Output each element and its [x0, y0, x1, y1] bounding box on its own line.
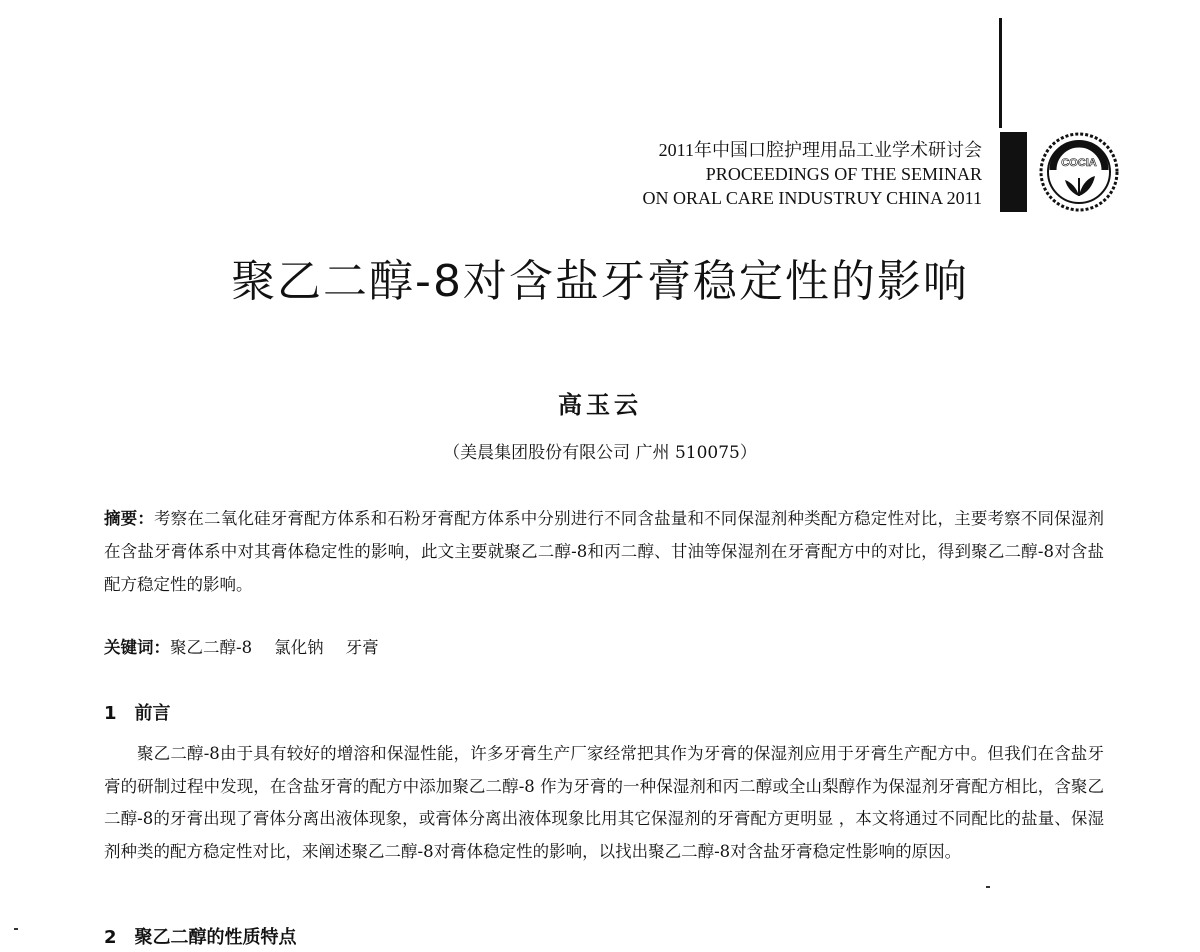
keywords — [104, 634, 1104, 662]
section-title: 前言 — [134, 703, 171, 724]
paper-title: 聚乙二醇-8对含盐牙膏稳定性的影响 — [231, 256, 969, 307]
keyword-item: 牙膏 — [345, 638, 379, 657]
paper-affiliation: （美晨集团股份有限公司 广州 510075） — [443, 443, 757, 463]
section-title: 聚乙二醇的性质特点 — [134, 927, 297, 948]
scan-speck — [986, 886, 990, 888]
keyword-item: 聚乙二醇-8 — [170, 638, 253, 657]
keywords-label: 关键词： — [104, 638, 170, 657]
section-number: 1 — [104, 703, 117, 724]
section-number: 2 — [104, 927, 117, 948]
abstract — [104, 502, 1104, 601]
conference-name-en-line1: PROCEEDINGS OF THE SEMINAR — [705, 164, 982, 184]
section-heading — [104, 924, 297, 952]
header-vertical-rule — [999, 18, 1002, 128]
header-black-bar — [1000, 132, 1027, 212]
paper-author: 高玉云 — [558, 390, 642, 419]
cocia-logo — [1037, 130, 1121, 214]
abstract-label: 摘要： — [104, 509, 155, 528]
conference-name-en-line2: ON ORAL CARE INDUSTRUY CHINA 2011 — [642, 188, 982, 208]
abstract-text: 考察在二氧化硅牙膏配方体系和石粉牙膏配方体系中分别进行不同含盐量和不同保湿剂种类配方稳定性对比，主要考察不同保湿剂在含盐牙膏体系中对其膏体稳定性的影响，此文主要就聚乙二醇-8和丙二醇、甘油等保湿剂在牙膏配方中的对比，得到聚乙二醇-8对含盐配方稳定性的影响。 — [104, 509, 1105, 594]
conference-header — [642, 138, 982, 210]
keyword-item: 氯化钠 — [274, 638, 324, 657]
section-body: 聚乙二醇-8由于具有较好的增溶和保湿性能，许多牙膏生产厂家经常把其作为牙膏的保湿剂应用于牙膏生产配方中。但我们在含盐牙膏的研制过程中发现，在含盐牙膏的配方中添加聚乙二醇-8 作为牙膏的一种保湿剂和丙二醇或全山梨醇作为保湿剂牙膏配方相比，含聚乙二醇-8的牙膏出现了膏体分离出液体现象，或膏体分离出液体现象比用其它保湿剂的牙膏配方更明显 ，本文将通过不同配比的盐量、保湿剂种类的配方稳定性对比，来阐述聚乙二醇-8对膏体稳定性的影响，以找出聚乙二醇-8对含盐牙膏稳定性影响的原因。 — [104, 744, 1104, 861]
logo-text: COCIA — [1061, 157, 1097, 169]
conference-name-cn: 2011年中国口腔护理用品工业学术研讨会 — [658, 140, 982, 160]
scan-speck — [14, 928, 18, 930]
section-heading — [104, 700, 171, 728]
